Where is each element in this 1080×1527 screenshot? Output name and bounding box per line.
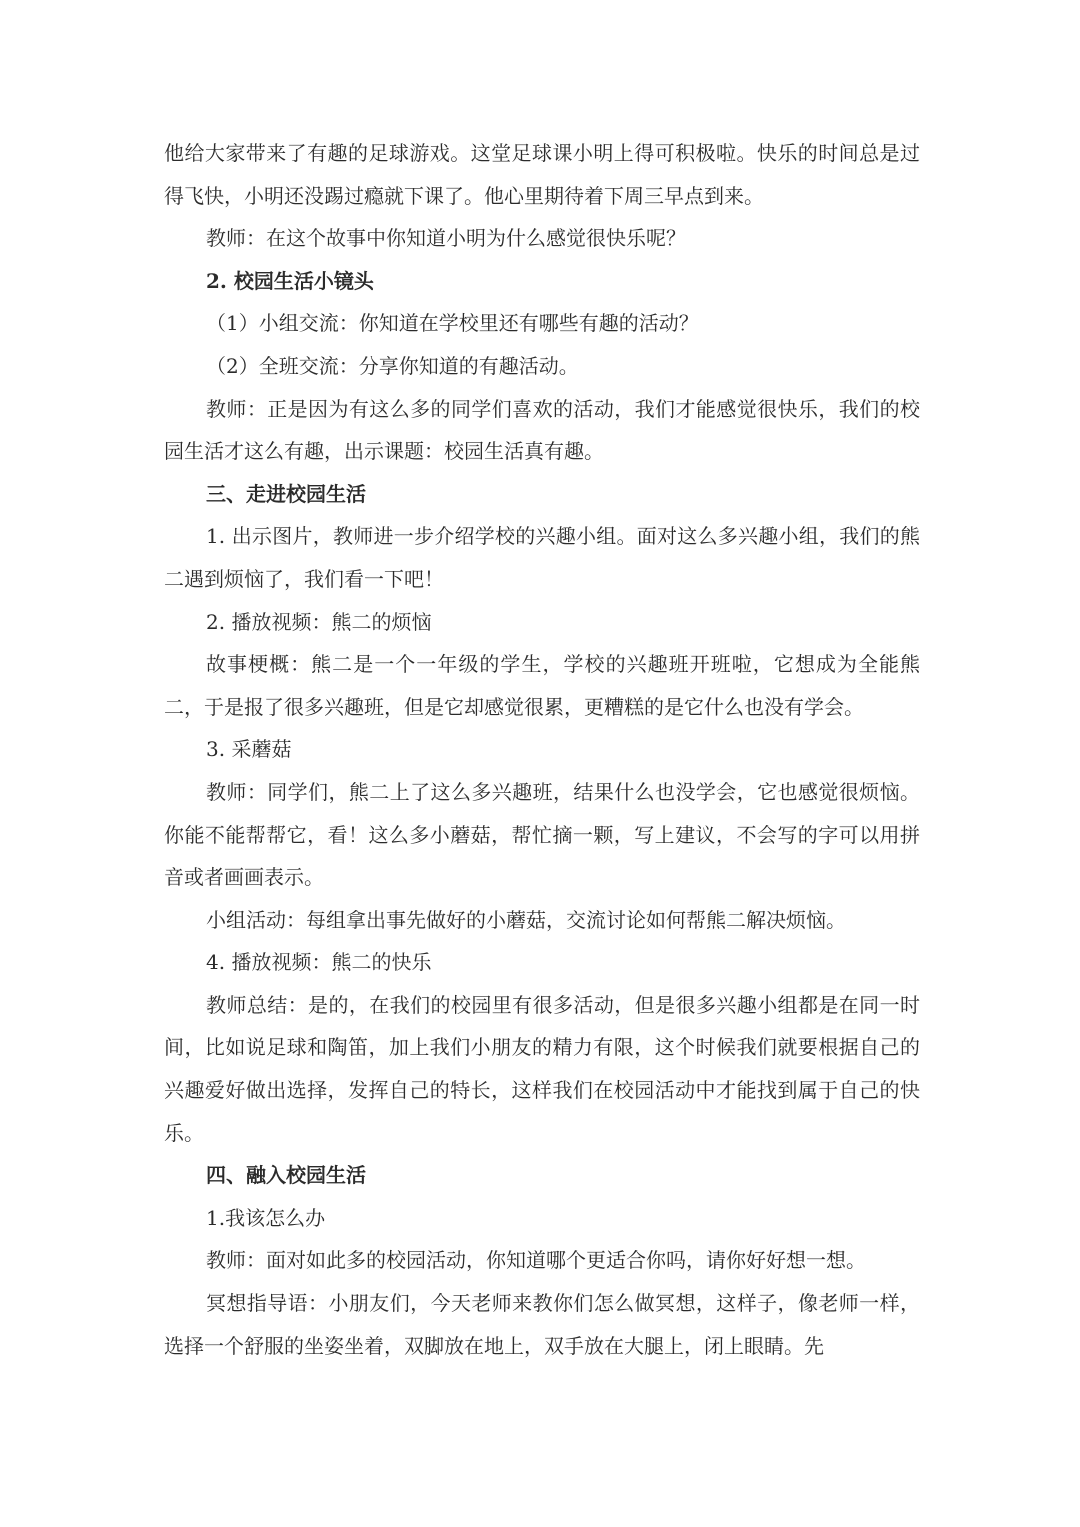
paragraph-1: 他给大家带来了有趣的足球游戏。这堂足球课小明上得可积极啦。快乐的时间总是过得飞快，小明还没踢过瘾就下课了。他心里期待着下周三早点到来。	[164, 141, 920, 208]
paragraph-18: 教师：面对如此多的校园活动，你知道哪个更适合你吗，请你好好想一想。	[206, 1248, 866, 1273]
document-page	[164, 132, 920, 1367]
section-heading-3: 三、走进校园生活	[206, 481, 366, 506]
paragraph-4: （1）小组交流：你知道在学校里还有哪些有趣的活动？	[206, 311, 699, 336]
paragraph-2: 教师：在这个故事中你知道小明为什么感觉很快乐呢？	[206, 226, 686, 251]
paragraph-15: 教师总结：是的，在我们的校园里有很多活动，但是很多兴趣小组都是在同一时间，比如说足球和陶笛，加上我们小朋友的精力有限，这个时候我们就要根据自己的兴趣爱好做出选择，发挥自己的特长，这样我们在校园活动中才能找到属于自己的快乐。	[164, 992, 920, 1145]
paragraph-5: （2）全班交流：分享你知道的有趣活动。	[206, 353, 579, 378]
section-heading-2: 2. 校园生活小镜头	[206, 268, 374, 293]
paragraph-14: 4. 播放视频：熊二的快乐	[206, 950, 432, 975]
paragraph-10: 故事梗概：熊二是一个一年级的学生，学校的兴趣班开班啦，它想成为全能熊二，于是报了很多兴趣班，但是它却感觉很累，更糟糕的是它什么也没有学会。	[164, 652, 920, 719]
paragraph-13: 小组活动：每组拿出事先做好的小蘑菇，交流讨论如何帮熊二解决烦恼。	[206, 907, 846, 932]
paragraph-6: 教师：正是因为有这么多的同学们喜欢的活动，我们才能感觉很快乐，我们的校园生活才这么有趣，出示课题：校园生活真有趣。	[164, 396, 920, 464]
paragraph-11: 3. 采蘑菇	[206, 737, 292, 762]
section-heading-4: 四、融入校园生活	[206, 1163, 366, 1188]
paragraph-19: 冥想指导语：小朋友们，今天老师来教你们怎么做冥想，这样子，像老师一样，选择一个舒服的坐姿坐着，双脚放在地上，双手放在大腿上，闭上眼睛。先	[164, 1291, 920, 1358]
paragraph-12: 教师：同学们，熊二上了这么多兴趣班，结果什么也没学会，它也感觉很烦恼。你能不能帮帮它，看！这么多小蘑菇，帮忙摘一颗，写上建议，不会写的字可以用拼音或者画画表示。	[164, 779, 920, 890]
paragraph-17: 1.我该怎么办	[206, 1205, 326, 1230]
paragraph-8: 1. 出示图片，教师进一步介绍学校的兴趣小组。面对这么多兴趣小组，我们的熊二遇到烦恼了，我们看一下吧！	[164, 524, 920, 591]
paragraph-9: 2. 播放视频：熊二的烦恼	[206, 609, 432, 634]
